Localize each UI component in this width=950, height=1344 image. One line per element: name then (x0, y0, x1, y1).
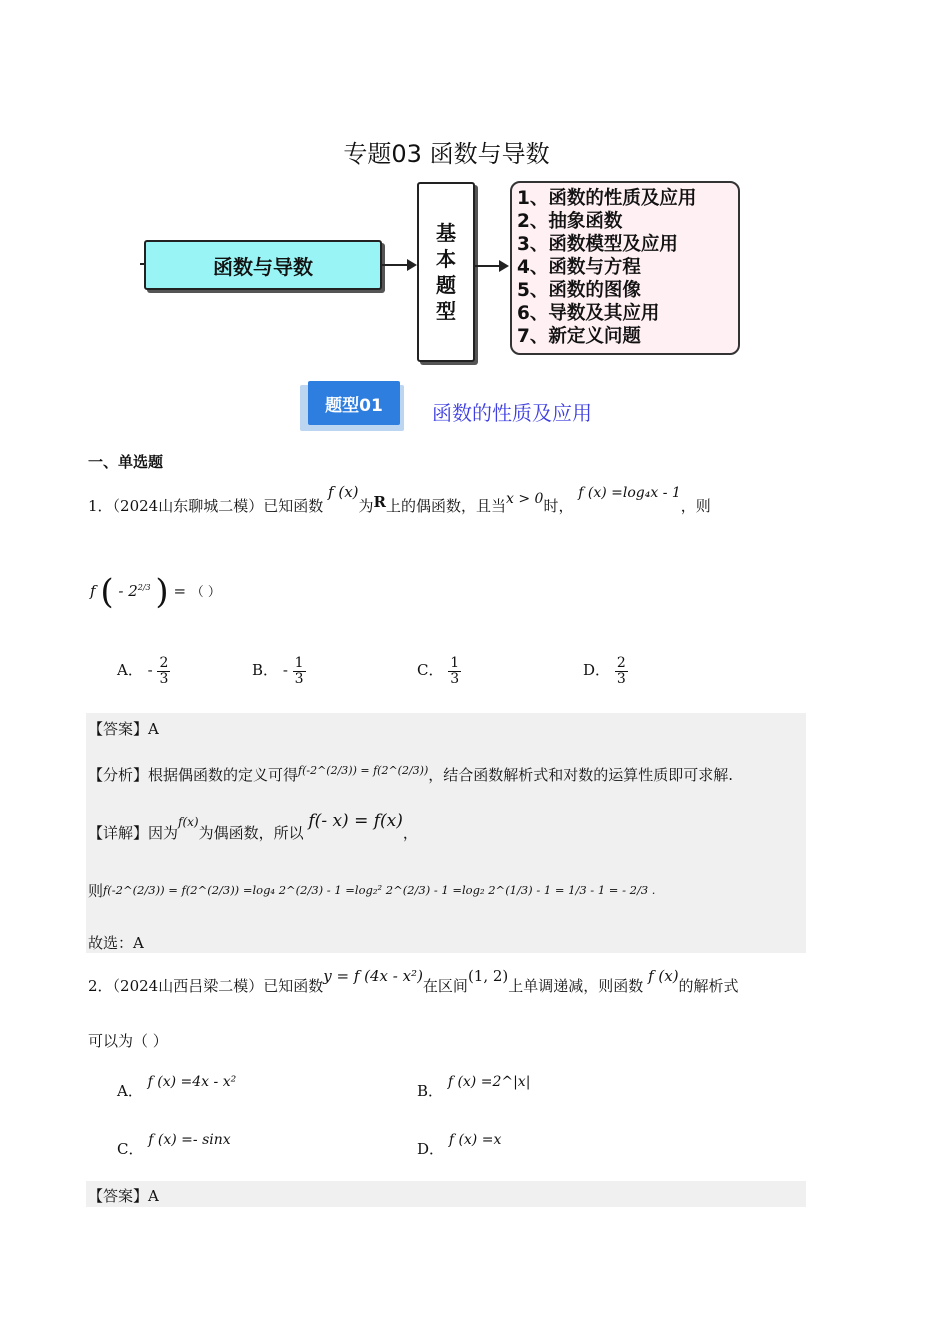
option-denominator: 3 (616, 670, 626, 687)
q1-calculation (88, 880, 655, 901)
option-label: A． (117, 661, 143, 680)
option-sign: - (282, 661, 288, 680)
detail-formula: f(- x) = f(x) (308, 811, 403, 831)
diagram-middle-char: 基 (436, 221, 456, 245)
q1-fx: f (x) (328, 483, 359, 501)
q2-interval: (1, 2) (467, 967, 509, 985)
option-numerator: 2 (159, 655, 169, 671)
q2-option-d[interactable] (417, 1128, 502, 1158)
option-denominator: 3 (294, 670, 304, 687)
page-title: 专题03 函数与导数 (343, 140, 550, 168)
diagram-arrow-2 (474, 265, 502, 267)
option-fraction (448, 656, 461, 686)
diagram-arrowhead-1 (407, 259, 417, 271)
option-formula: f (x) =x (448, 1132, 502, 1148)
q1-answer: 【答案】A (88, 720, 159, 738)
q1-option-a[interactable] (117, 656, 170, 686)
q2-line (88, 966, 739, 1006)
q2-option-a[interactable] (117, 1070, 237, 1100)
option-label: C． (117, 1140, 144, 1158)
q1-conclusion: 故选：A (88, 934, 144, 952)
option-numerator: 2 (616, 655, 626, 671)
q2-option-c[interactable] (117, 1128, 231, 1158)
q1-text-2: 上的偶函数，且当 (385, 497, 506, 515)
analysis-suffix: ，结合函数解析式和对数的运算性质即可求解. (428, 766, 734, 784)
diagram-middle-char: 型 (436, 299, 456, 323)
option-label: B． (417, 1082, 444, 1100)
topic-item: 6、导数及其应用 (517, 303, 660, 324)
option-denominator: 3 (159, 670, 169, 687)
option-sign: - (147, 661, 153, 680)
diagram-basic-types-box (417, 182, 475, 362)
q2-text-2: 上单调递减，则函数 (508, 977, 644, 995)
section-title: 函数的性质及应用 (432, 401, 592, 425)
topic-item: 7、新定义问题 (517, 326, 641, 347)
detail-end: ， (402, 824, 418, 842)
detail-prefix: 【详解】因为 (88, 824, 179, 842)
diagram-middle-char: 本 (436, 247, 456, 271)
topic-item: 1、函数的性质及应用 (517, 188, 697, 209)
q2-answer-box (86, 1181, 806, 1207)
topic-item: 5、函数的图像 (517, 280, 641, 301)
q2-fx: f (x) (648, 967, 679, 985)
topic-item: 3、函数模型及应用 (517, 234, 678, 255)
q2-option-b[interactable] (417, 1070, 531, 1100)
option-denominator: 3 (450, 670, 460, 687)
option-formula: f (x) =2^|x| (447, 1074, 531, 1090)
q1-condition: x > 0 (506, 491, 544, 507)
calc-formula: f(-2^(2/3)) = f(2^(2/3)) =log₄ 2^(2/3) - 1 =log₂² 2^(2/3) - 1 =log₂ 2^(1/3) - 1 = 1/3 - 1 = - 2/3 . (103, 883, 656, 897)
section-heading: 一、单选题 (88, 453, 164, 471)
q1-text-end: ，则 (680, 497, 711, 515)
diagram-topic-list (510, 181, 740, 355)
q2-text-end: 的解析式 (678, 977, 739, 995)
calc-prefix: 则 (88, 882, 104, 900)
option-label: D． (417, 1140, 445, 1158)
q1-text-1: 为 (358, 497, 374, 515)
q1-ask-formula: f ( - $2^{2/3}$ ) = (90, 572, 191, 612)
analysis-prefix: 【分析】根据偶函数的定义可得 (88, 766, 299, 784)
topic-item: 2、抽象函数 (517, 211, 623, 232)
option-label: B． (252, 661, 279, 680)
option-fraction (157, 656, 170, 686)
q1-option-c[interactable] (417, 656, 461, 686)
option-label: A． (117, 1082, 143, 1100)
option-numerator: 1 (450, 655, 460, 671)
diagram-arrow-1 (380, 264, 410, 266)
option-fraction (615, 656, 628, 686)
option-label: D． (583, 661, 611, 680)
q2-line-2: 可以为（ ） (88, 1032, 168, 1050)
diagram-main-box: 函数与导数 (144, 240, 382, 290)
option-fraction (293, 656, 306, 686)
q1-text-3: 时， (543, 497, 574, 515)
q1-line (88, 483, 808, 527)
option-formula: f (x) =- sinx (148, 1132, 231, 1148)
option-formula: f (x) =4x - x² (147, 1074, 237, 1090)
q2-number: 2． (88, 977, 113, 995)
q2-source: （2024山西吕梁二模）已知函数 (112, 977, 324, 995)
q1-option-d[interactable] (583, 656, 628, 686)
topic-item: 4、函数与方程 (517, 257, 641, 278)
q2-answer: 【答案】A (88, 1187, 159, 1205)
q1-analysis (88, 764, 733, 785)
detail-fx: f(x) (178, 815, 199, 829)
q1-number: 1． (88, 497, 113, 515)
option-numerator: 1 (294, 655, 304, 671)
q2-text-1: 在区间 (422, 977, 468, 995)
badge-label: 题型01 (308, 381, 400, 425)
q1-paren: （ ） (190, 585, 221, 600)
detail-mid: 为偶函数，所以 (198, 824, 304, 842)
q1-detail (88, 811, 418, 843)
q2-formula: y = f (4x - x²) (323, 967, 423, 985)
section-badge (300, 381, 408, 431)
diagram-middle-char: 题 (436, 273, 456, 297)
q1-domain: R (373, 493, 386, 511)
analysis-formula: f(-2^(2/3)) = f(2^(2/3)) (298, 764, 429, 777)
diagram-arrowhead-2 (499, 260, 509, 272)
q1-ask (90, 572, 221, 612)
q1-source: （2024山东聊城二模）已知函数 (112, 497, 324, 515)
option-label: C． (417, 661, 444, 680)
q1-option-b[interactable] (252, 656, 306, 686)
q1-formula: f (x) =log₄x - 1 (578, 485, 681, 501)
